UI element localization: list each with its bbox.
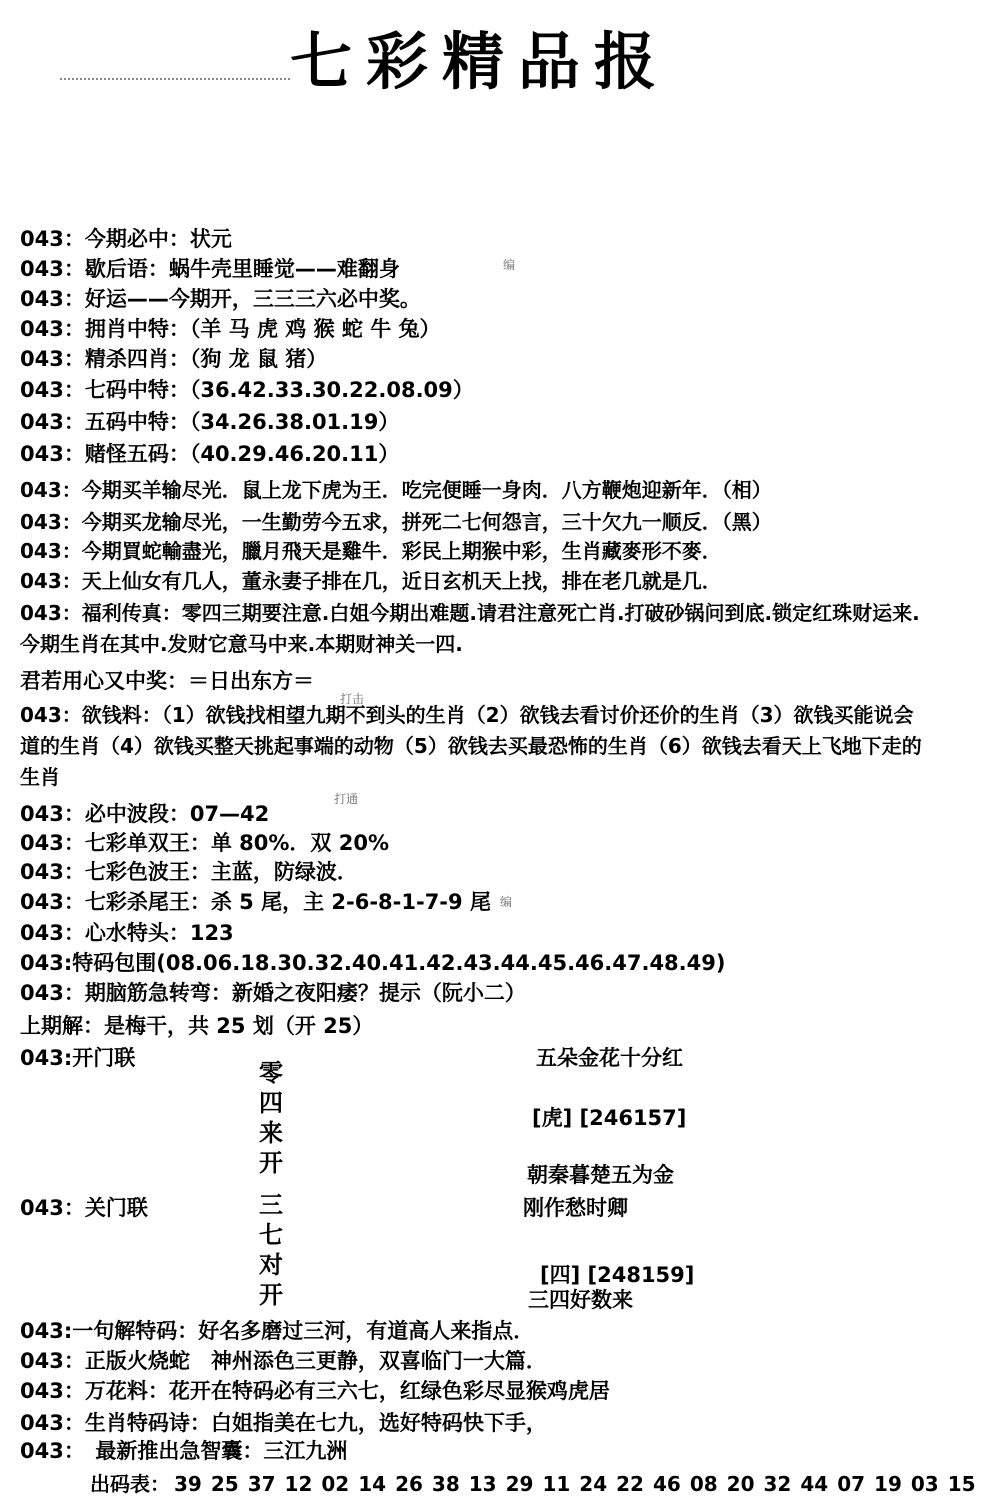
list-item: 043：今期買蛇輸盡光，臘月飛天是雞牛．彩民上期猴中彩，生肖藏麥形不麥．	[20, 539, 722, 563]
table-numbers	[174, 1472, 985, 1496]
yuqian-text: 043：欲钱料：（1）欲钱找相望九期不到头的生肖（2）欲钱去看讨价还价的生肖（3）欲钱买能说会道的生肖（4）欲钱买整天挑起事端的动物（5）欲钱去买最恐怖的生肖（6）欲钱去看天上飞地下走的生肖	[20, 703, 922, 789]
guanmen-right-line2: 刚作愁时卿	[523, 1196, 628, 1220]
table-number: 03	[910, 1472, 939, 1496]
list-item: 043：正版火烧蛇 神州添色三更静，双喜临门一大篇．	[20, 1349, 547, 1373]
number-table	[90, 1468, 989, 1497]
list-item: 043：歇后语：蜗牛壳里睡觉——难翻身	[20, 257, 400, 281]
list-item: 043：期脑筋急转弯：新婚之夜阳痿？提示（阮小二）	[20, 981, 526, 1005]
kaimen-vertical: 零四来开	[259, 1059, 283, 1177]
guanmen-vertical: 三七对开	[259, 1191, 283, 1309]
list-item: 043：今期买龙输尽光，一生勤劳今五求，拼死二七何怨言，三十欠九一顺反．（黑）	[20, 510, 772, 534]
table-number: 08	[689, 1472, 718, 1496]
table-number: 44	[800, 1472, 829, 1496]
table-number: 24	[579, 1472, 608, 1496]
table-number: 11	[542, 1472, 571, 1496]
list-item: 043：今期必中：状元	[20, 227, 232, 251]
list-item: 043：七彩杀尾王：杀 5 尾，主 2-6-8-1-7-9 尾	[20, 890, 491, 914]
table-number: 46	[652, 1472, 681, 1496]
table-number: 13	[468, 1472, 497, 1496]
table-number: 26	[395, 1472, 423, 1496]
list-item: 043：生肖特码诗：白姐指美在七九，选好特码快下手，	[20, 1411, 547, 1435]
kaimen-right-code: [虎] [246157]	[532, 1106, 687, 1130]
guanmen-right-line1: 朝秦暮楚五为金	[527, 1163, 674, 1187]
kaimen-label: 043:开门联	[20, 1046, 136, 1070]
noise-mark: 打击	[340, 692, 365, 706]
noise-mark: 编	[503, 258, 516, 272]
table-number: 39	[174, 1472, 202, 1496]
table-number: 29	[505, 1472, 534, 1496]
guanmen-right-code: [四] [248159]	[540, 1263, 695, 1287]
list-item: 043：七码中特：（36.42.33.30.22.08.09）	[20, 378, 474, 402]
noise-mark: 编	[500, 895, 513, 909]
table-number: 22	[616, 1472, 644, 1496]
table-number: 32	[763, 1472, 792, 1496]
table-number: 19	[874, 1472, 902, 1496]
table-number: 25	[210, 1472, 239, 1496]
table-number: 12	[284, 1472, 313, 1496]
list-item: 043：天上仙女有几人，董永妻子排在几，近日玄机天上找，排在老几就是几．	[20, 569, 722, 593]
kaimen-right-title: 五朵金花十分红	[536, 1046, 683, 1070]
table-number: 02	[321, 1472, 350, 1496]
noise-mark: 打通	[334, 792, 359, 806]
list-item: 043：精杀四肖：（狗 龙 鼠 猪）	[20, 347, 328, 371]
list-item: 上期解：是梅干，共 25 划（开 25）	[20, 1014, 374, 1038]
fuli-text: 043：福利传真：零四三期要注意.白姐今期出难题.请君注意死亡肖.打破砂锅问到底.锁定红珠财运来.今期生肖在其中.发财它意马中来.本期财神关一四.	[20, 601, 920, 656]
list-item: 043:一句解特码：好名多磨过三河，有道高人来指点．	[20, 1319, 535, 1343]
table-number: 14	[358, 1472, 387, 1496]
list-item: 043：必中波段：07—42	[20, 802, 270, 826]
list-item: 043：拥肖中特：（羊 马 虎 鸡 猴 蛇 牛 兔）	[20, 317, 441, 341]
list-item: 043：万花料：花开在特码必有三六七，红绿色彩尽显猴鸡虎居	[20, 1379, 610, 1403]
table-number: 15	[947, 1472, 976, 1496]
table-number: 20	[726, 1472, 755, 1496]
list-item: 043：心水特头：123	[20, 921, 234, 945]
list-item: 043：七彩单双王：单 80%．双 20%	[20, 831, 389, 855]
list-item: 043：赌怪五码：（40.29.46.20.11）	[20, 442, 400, 466]
list-item: 043:特码包围(08.06.18.30.32.40.41.42.43.44.45.46.47.48.49)	[20, 951, 726, 975]
table-label: 出码表：	[90, 1472, 170, 1496]
table-number: 37	[247, 1472, 276, 1496]
divider-left	[60, 78, 290, 82]
table-number: 38	[431, 1472, 460, 1496]
list-item: 043： 最新推出急智囊：三江九洲	[20, 1439, 348, 1463]
list-item: 043：七彩色波王：主蓝，防绿波．	[20, 860, 358, 884]
list-item: 043：好运——今期开，三三三六必中奖。	[20, 287, 421, 311]
list-item: 043：五码中特：（34.26.38.01.19）	[20, 410, 400, 434]
guanmen-right-line3: 三四好数来	[528, 1288, 633, 1312]
guanmen-label: 043：关门联	[20, 1196, 148, 1220]
page-title: 七彩精品报	[290, 25, 671, 98]
fuli-end: 君若用心又中奖：＝日出东方＝	[20, 669, 314, 693]
table-number: 07	[837, 1472, 866, 1496]
list-item: 043：今期买羊输尽光．鼠上龙下虎为王．吃完便睡一身肉．八方鞭炮迎新年．（相）	[20, 478, 772, 502]
